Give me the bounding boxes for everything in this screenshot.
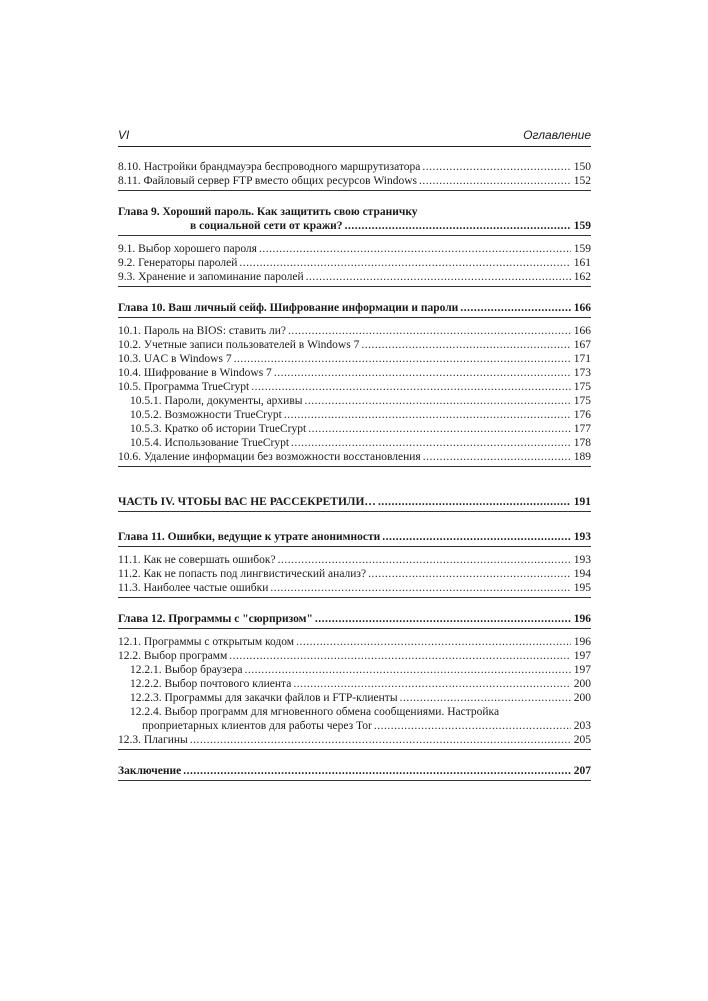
toc-entry: 12.3. Плагины ..... 205 — [118, 733, 591, 750]
running-title: Оглавление — [523, 128, 591, 142]
toc-entry: 10.1. Пароль на BIOS: ставить ли? ..... 166 — [118, 324, 591, 338]
toc-entry: 12.2.2. Выбор почтового клиента ..... 200 — [118, 677, 591, 691]
chapter-11-heading: Глава 11. Ошибки, ведущие к утрате анонимности ..... 193 — [118, 530, 591, 547]
toc-entry: 12.1. Программы с открытым кодом ..... 196 — [118, 635, 591, 649]
toc-entry: 8.10. Настройки брандмауэра беспроводного маршрутизатора ..... 150 — [118, 160, 591, 174]
toc-entry: 10.2. Учетные записи пользователей в Windows 7 ..... 167 — [118, 338, 591, 352]
toc-entry-wrapped-cont: проприетарных клиентов для работы через Tor ..... 203 — [118, 719, 591, 733]
toc-entry: 9.3. Хранение и запоминание паролей ..... 162 — [118, 270, 591, 287]
toc-entry: 12.2.3. Программы для закачки файлов и FTP-клиенты ..... 200 — [118, 691, 591, 705]
toc-entry: 11.3. Наиболее частые ошибки ..... 195 — [118, 581, 591, 598]
page-number-roman: VI — [118, 128, 130, 142]
toc-entry: 11.1. Как не совершать ошибок? ..... 193 — [118, 553, 591, 567]
toc-entry: 10.5.2. Возможности TrueCrypt ..... 176 — [118, 408, 591, 422]
toc-entry: 8.11. Файловый сервер FTP вместо общих ресурсов Windows ..... 152 — [118, 174, 591, 191]
toc-entry-wrapped: 12.2.4. Выбор программ для мгновенного обмена сообщениями. Настройка — [130, 706, 500, 718]
toc-entry: 10.5.1. Пароли, документы, архивы ..... 175 — [118, 394, 591, 408]
toc-entry: 12.2. Выбор программ ..... 197 — [118, 649, 591, 663]
chapter-title-cont: в социальной сети от кражи? — [190, 220, 343, 232]
part-4-heading: ЧАСТЬ IV. ЧТОБЫ ВАС НЕ РАССЕКРЕТИЛИ… ..... 191 — [118, 495, 591, 512]
toc-entry: 10.5.4. Использование TrueCrypt ..... 178 — [118, 436, 591, 450]
chapter-title: Глава 9. Хороший пароль. Как защитить свою страничку — [118, 206, 418, 218]
toc-entry: 10.6. Удаление информации без возможности восстановления ..... 189 — [118, 450, 591, 467]
chapter-page: 159 — [573, 220, 591, 232]
conclusion-heading: Заключение ..... 207 — [118, 764, 591, 781]
chapter-9-heading — [118, 205, 591, 236]
page-header — [118, 128, 591, 147]
toc-entry: 10.3. UAC в Windows 7 ..... 171 — [118, 352, 591, 366]
chapter-12-heading: Глава 12. Программы с "сюрпризом" ..... 196 — [118, 612, 591, 629]
table-of-contents — [118, 160, 591, 787]
toc-entry: 9.2. Генераторы паролей ..... 161 — [118, 256, 591, 270]
toc-entry: 10.5.3. Кратко об истории TrueCrypt ..... 177 — [118, 422, 591, 436]
toc-entry: 10.5. Программа TrueCrypt ..... 175 — [118, 380, 591, 394]
toc-entry: 12.2.1. Выбор браузера ..... 197 — [118, 663, 591, 677]
chapter-10-heading: Глава 10. Ваш личный сейф. Шифрование информации и пароли ..... 166 — [118, 301, 591, 318]
toc-entry: 9.1. Выбор хорошего пароля ..... 159 — [118, 242, 591, 256]
toc-entry: 11.2. Как не попасть под лингвистический анализ? ..... 194 — [118, 567, 591, 581]
toc-entry: 10.4. Шифрование в Windows 7 ..... 173 — [118, 366, 591, 380]
